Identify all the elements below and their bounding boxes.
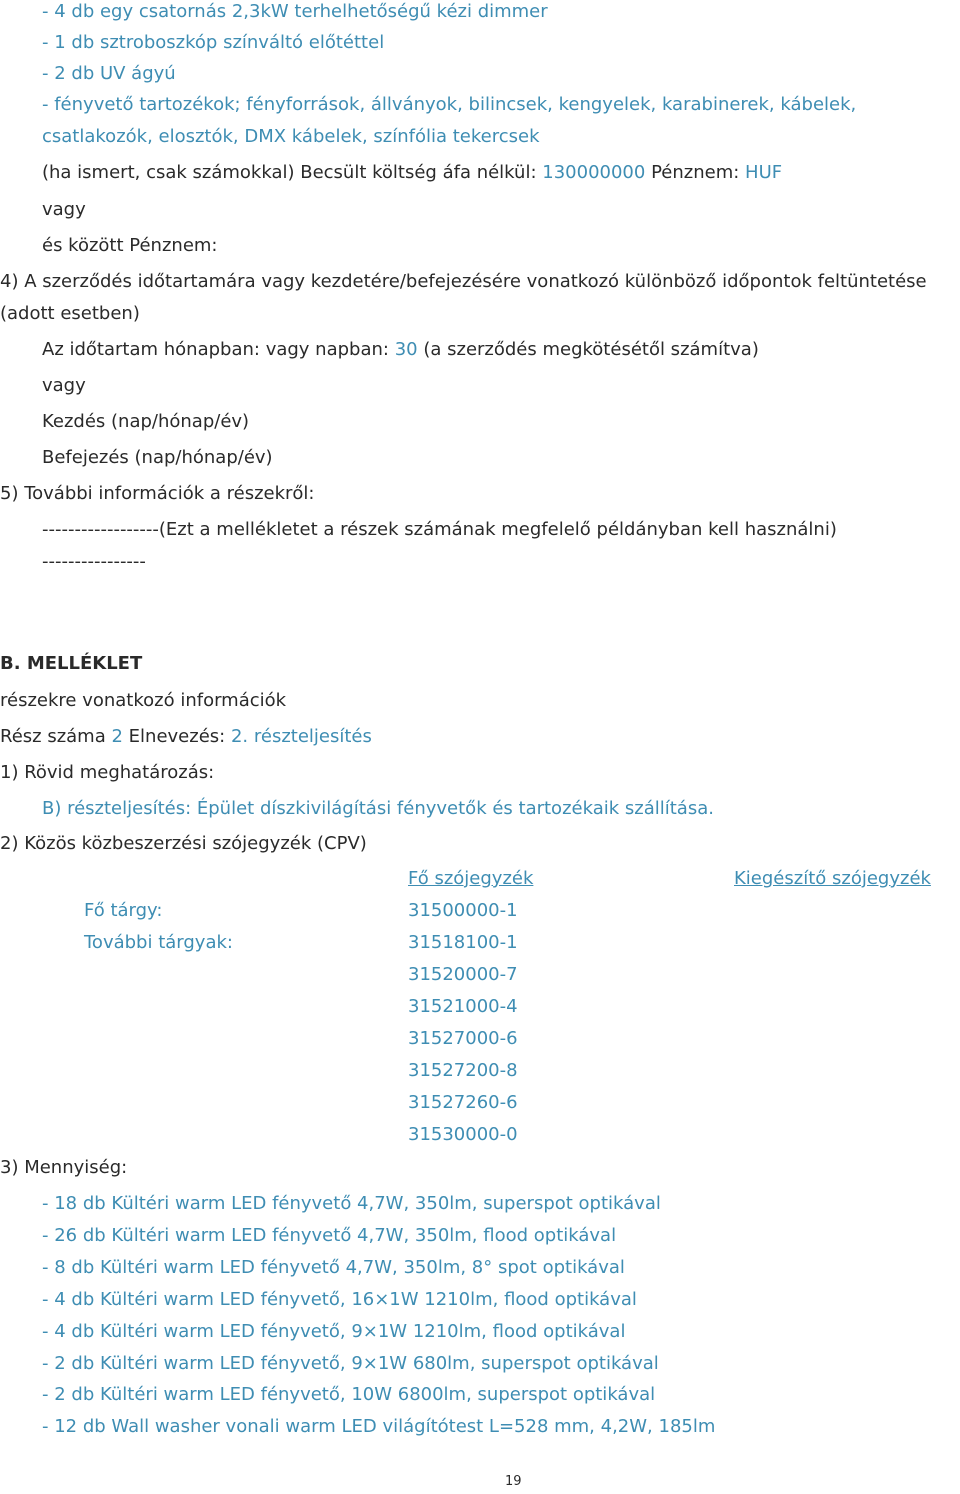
part-name: 2. részteljesítés xyxy=(230,726,372,747)
start-date-label: Kezdés (nap/hónap/év) xyxy=(42,411,250,432)
cpv-code: 31527200-8 xyxy=(408,1060,518,1081)
quantity-item: - 18 db Kültéri warm LED fényvető 4,7W, 350lm, superspot optikával xyxy=(42,1193,661,1214)
quantity-item: - 4 db Kültéri warm LED fényvető, 16×1W 1210lm, flood optikával xyxy=(42,1289,637,1310)
annex-subtitle: részekre vonatkozó információk xyxy=(0,690,287,711)
estimated-cost-line xyxy=(42,161,782,185)
duration-suffix: (a szerződés megkötésétől számítva) xyxy=(423,339,759,360)
short-description-title: 1) Rövid meghatározás: xyxy=(0,762,215,783)
between-text: és között Pénznem: xyxy=(42,235,218,256)
list-item: - 1 db sztroboszkóp színváltó előtéttel xyxy=(42,32,385,53)
page-number: 19 xyxy=(505,1474,522,1489)
quantity-item: - 26 db Kültéri warm LED fényvető 4,7W, 350lm, flood optikával xyxy=(42,1225,617,1246)
or-text: vagy xyxy=(42,375,86,396)
cost-label: (ha ismert, csak számokkal) Becsült költség áfa nélkül: xyxy=(42,162,537,183)
cpv-code: 31527260-6 xyxy=(408,1092,518,1113)
quantity-item: - 4 db Kültéri warm LED fényvető, 9×1W 1210lm, flood optikával xyxy=(42,1321,626,1342)
list-item: - fényvető tartozékok; fényforrások, állványok, bilincsek, kengyelek, karabinerek, kábelek, xyxy=(42,94,857,115)
list-item: csatlakozók, elosztók, DMX kábelek, színfólia tekercsek xyxy=(42,126,540,147)
duration-label: Az időtartam hónapban: vagy napban: xyxy=(42,339,389,360)
or-text: vagy xyxy=(42,199,86,220)
end-date-label: Befejezés (nap/hónap/év) xyxy=(42,447,273,468)
main-object-code: 31500000-1 xyxy=(408,900,518,921)
cpv-main-vocabulary-header: Fő szójegyzék xyxy=(408,868,534,889)
cpv-title: 2) Közös közbeszerzési szójegyzék (CPV) xyxy=(0,833,367,854)
part-number-label: Rész száma xyxy=(0,726,106,747)
cpv-code: 31518100-1 xyxy=(408,932,518,953)
section-5-title: 5) További információk a részekről: xyxy=(0,483,315,504)
section-4-title-cont: (adott esetben) xyxy=(0,303,140,324)
duration-value: 30 xyxy=(394,339,418,360)
quantity-item: - 2 db Kültéri warm LED fényvető, 9×1W 680lm, superspot optikával xyxy=(42,1353,659,1374)
short-description: B) részteljesítés: Épület díszkivilágítási fényvetők és tartozékaik szállítása. xyxy=(42,798,714,819)
part-line xyxy=(0,725,372,749)
cpv-code: 31527000-6 xyxy=(408,1028,518,1049)
cpv-supplementary-vocabulary-header: Kiegészítő szójegyzék xyxy=(734,868,931,889)
currency-label: Pénznem: xyxy=(651,162,740,183)
main-object-label: Fő tárgy: xyxy=(84,900,163,921)
separator: ---------------- xyxy=(42,551,146,572)
separator-note: ------------------(Ezt a mellékletet a részek számának megfelelő példányban kell használni) xyxy=(42,519,837,540)
additional-objects-label: További tárgyak: xyxy=(84,932,233,953)
quantity-title: 3) Mennyiség: xyxy=(0,1157,128,1178)
currency-value: HUF xyxy=(745,162,783,183)
cpv-code: 31521000-4 xyxy=(408,996,518,1017)
quantity-item: - 12 db Wall washer vonali warm LED világítótest L=528 mm, 4,2W, 185lm xyxy=(42,1416,716,1437)
list-item: - 2 db UV ágyú xyxy=(42,63,176,84)
section-4-title: 4) A szerződés időtartamára vagy kezdetére/befejezésére vonatkozó különböző időpontok feltüntetése xyxy=(0,271,927,292)
duration-line xyxy=(42,338,759,362)
cost-value: 130000000 xyxy=(542,162,646,183)
quantity-item: - 8 db Kültéri warm LED fényvető 4,7W, 350lm, 8° spot optikával xyxy=(42,1257,625,1278)
quantity-item: - 2 db Kültéri warm LED fényvető, 10W 6800lm, superspot optikával xyxy=(42,1384,656,1405)
list-item: - 4 db egy csatornás 2,3kW terhelhetőségű kézi dimmer xyxy=(42,1,548,22)
part-number: 2 xyxy=(111,726,123,747)
cpv-code: 31520000-7 xyxy=(408,964,518,985)
part-name-label: Elnevezés: xyxy=(128,726,226,747)
annex-title: B. MELLÉKLET xyxy=(0,653,143,674)
cpv-code: 31530000-0 xyxy=(408,1124,518,1145)
